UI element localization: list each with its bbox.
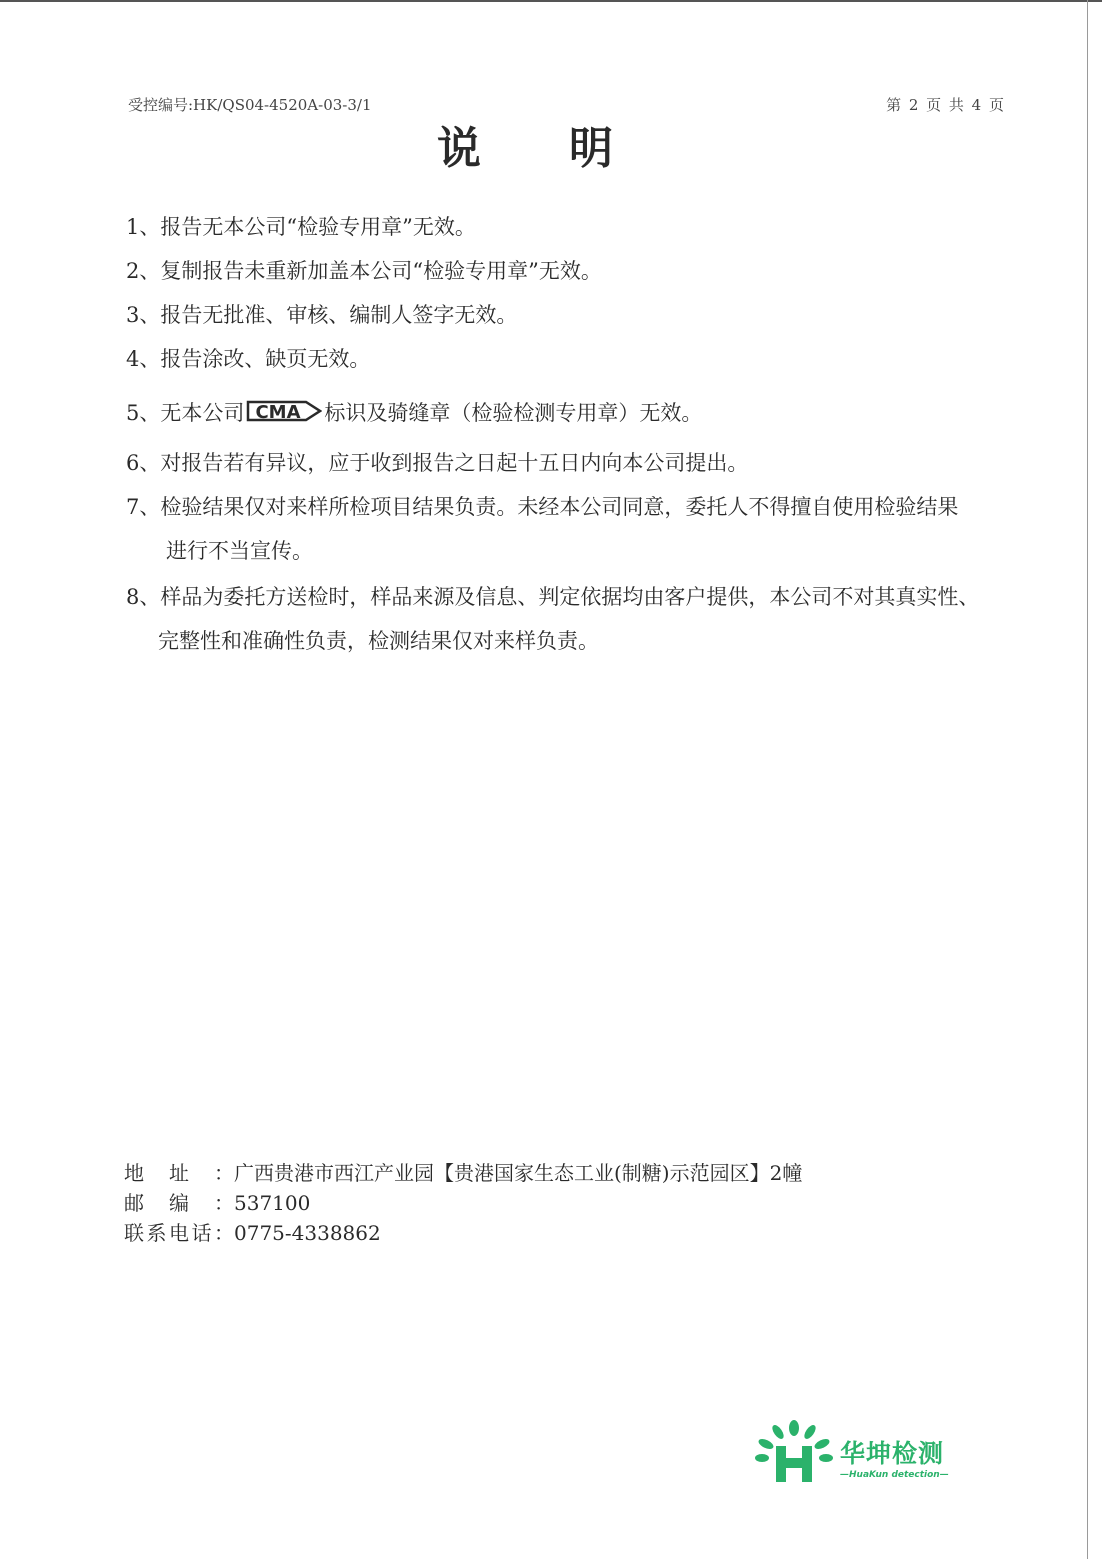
address-value: 广西贵港市西江产业园【贵港国家生态工业(制糖)示范园区】2幢 bbox=[234, 1161, 803, 1185]
note-item-8 bbox=[126, 575, 1026, 663]
note-8-text: 8、样品为委托方送检时，样品来源及信息、判定依据均由客户提供，本公司不对其真实性、 bbox=[126, 585, 980, 609]
note-item-6: 6、对报告若有异议，应于收到报告之日起十五日内向本公司提出。 bbox=[126, 451, 749, 475]
notes-list bbox=[126, 205, 1026, 663]
page-indicator: 第 2 页 共 4 页 bbox=[886, 96, 1004, 114]
contact-block bbox=[124, 1158, 802, 1248]
cma-mark-icon bbox=[246, 395, 322, 439]
postcode-label: 邮编： bbox=[124, 1191, 234, 1215]
logo-name-cn: 华坤检测 bbox=[840, 1439, 945, 1468]
note-item-2: 2、复制报告未重新加盖本公司“检验专用章”无效。 bbox=[126, 259, 602, 283]
phone-value: 0775-4338862 bbox=[234, 1221, 381, 1245]
postcode-value: 537100 bbox=[234, 1191, 311, 1215]
note-item-7 bbox=[126, 485, 1026, 573]
note-5-text-before: 5、无本公司 bbox=[126, 401, 245, 425]
postcode-row bbox=[124, 1188, 802, 1218]
sunflower-h-icon bbox=[752, 1420, 836, 1490]
scan-edge-top bbox=[0, 0, 1102, 2]
note-item-4: 4、报告涂改、缺页无效。 bbox=[126, 347, 371, 371]
note-7-continuation: 进行不当宣传。 bbox=[166, 539, 313, 563]
control-number: 受控编号:HK/QS04-4520A-03-3/1 bbox=[128, 96, 372, 114]
scan-edge-right bbox=[1087, 0, 1088, 1559]
note-item-5 bbox=[126, 391, 1026, 439]
company-logo bbox=[752, 1420, 972, 1490]
phone-row bbox=[124, 1218, 802, 1248]
logo-name-en: —HuaKun detection— bbox=[840, 1470, 949, 1480]
phone-label: 联系电话： bbox=[124, 1221, 234, 1245]
address-label: 地址： bbox=[124, 1161, 234, 1185]
page-title: 说明 bbox=[437, 123, 701, 174]
address-row bbox=[124, 1158, 802, 1188]
note-item-3: 3、报告无批准、审核、编制人签字无效。 bbox=[126, 303, 518, 327]
cma-mark-text: CMA bbox=[255, 402, 301, 423]
note-item-1: 1、报告无本公司“检验专用章”无效。 bbox=[126, 215, 476, 239]
note-5-text-after: 标识及骑缝章（检验检测专用章）无效。 bbox=[324, 401, 703, 425]
note-7-text: 7、检验结果仅对来样所检项目结果负责。未经本公司同意，委托人不得擅自使用检验结果 bbox=[126, 495, 959, 519]
note-8-continuation: 完整性和准确性负责，检测结果仅对来样负责。 bbox=[158, 629, 599, 653]
